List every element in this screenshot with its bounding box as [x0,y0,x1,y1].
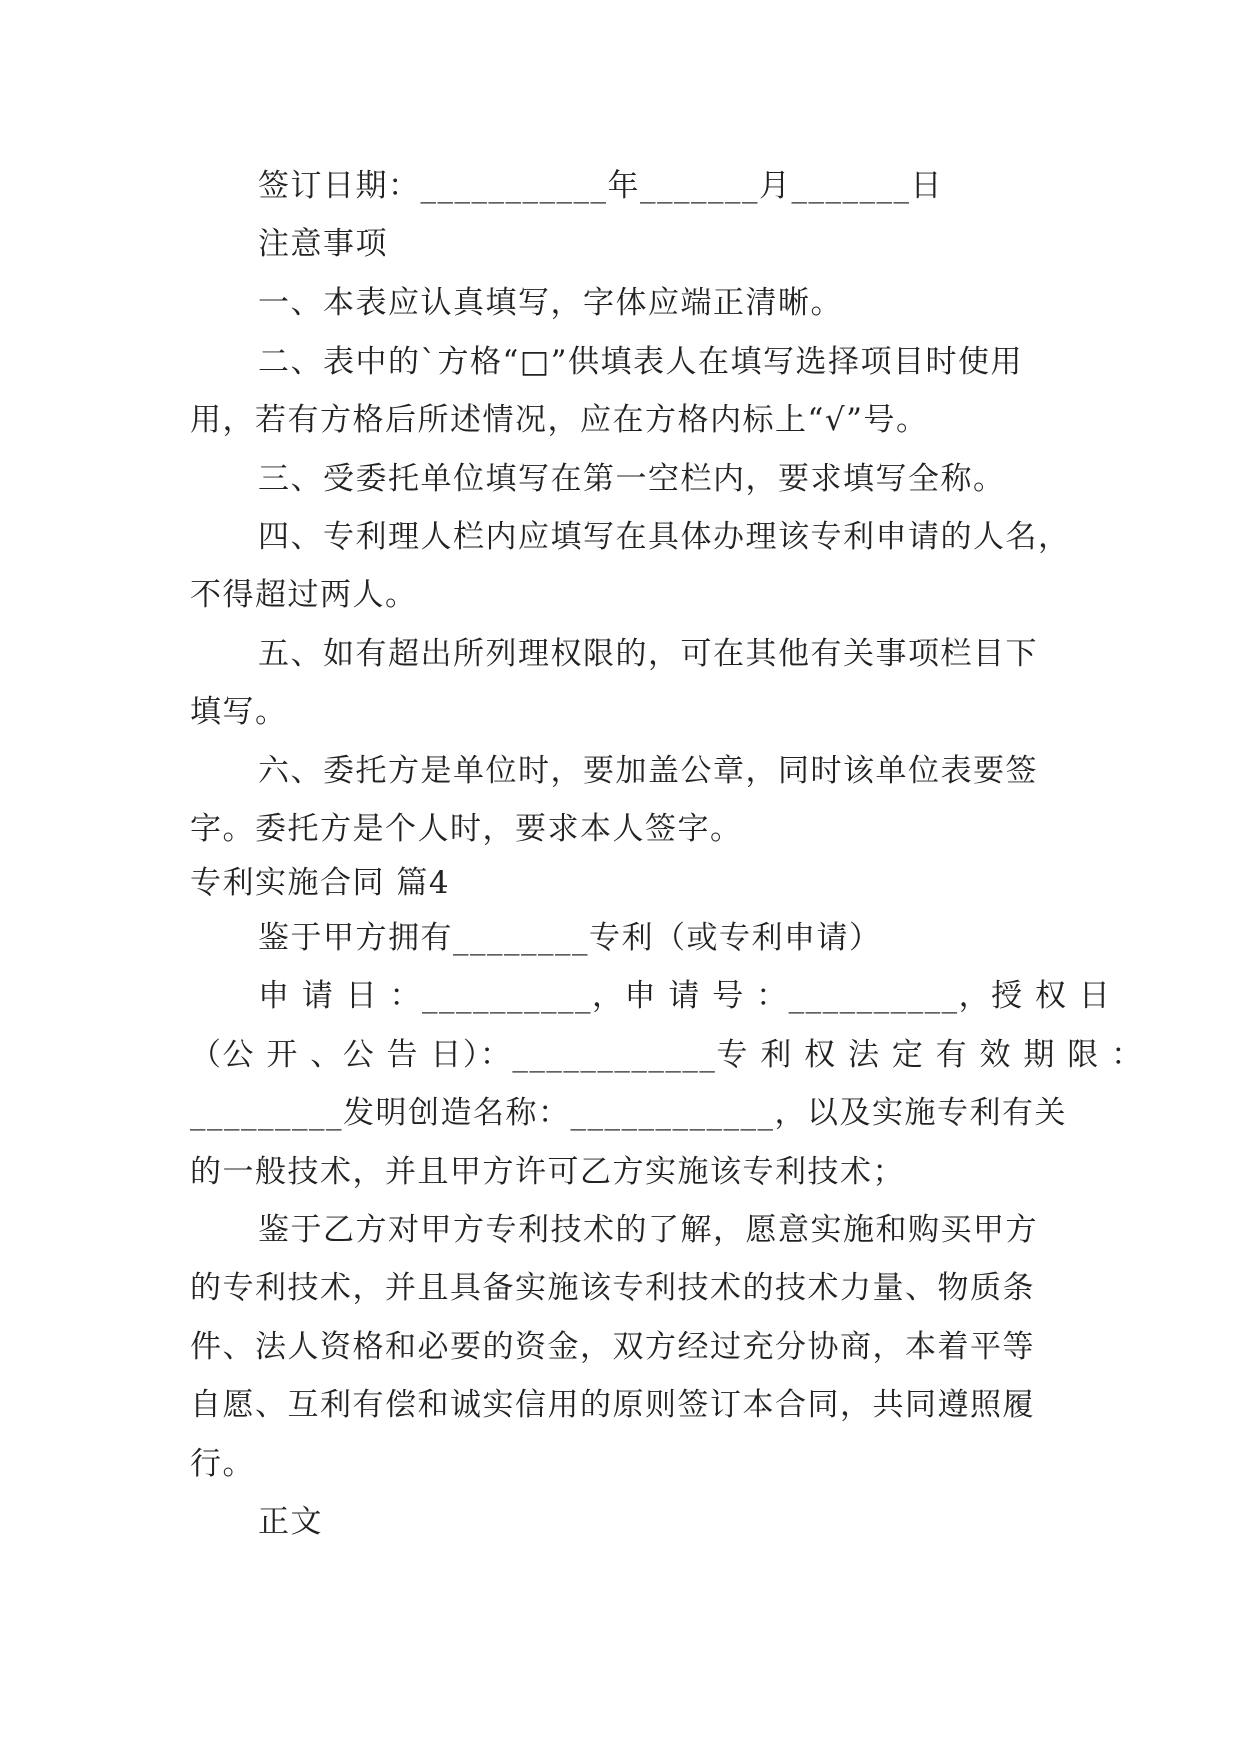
whereas-1-line-1: 鉴于甲方拥有________专利（或专利申请） [258,920,882,956]
whereas-1-line-4: _________发明创造名称：____________，以及实施专利有关 [190,1095,1067,1131]
note-item-5-line-2: 填写。 [190,694,288,730]
note-item-4-line-1: 四、专利理人栏内应填写在具体办理该专利申请的人名， [258,519,1071,555]
note-item-4-line-2: 不得超过两人。 [190,577,418,613]
note-item-2-line-1: 二、表中的`方格“□”供填表人在填写选择项目时使用 [258,344,1023,380]
whereas-2-line-5: 行。 [190,1446,255,1482]
body-heading: 正文 [258,1504,323,1540]
whereas-1-line-2: 申 请 日 ：__________，申 请 号 ：__________，授 权 日 [258,978,1112,1014]
notes-heading: 注意事项 [258,226,388,262]
note-item-5-line-1: 五、如有超出所列理权限的，可在其他有关事项栏目下 [258,636,1038,672]
note-item-6-line-2: 字。委托方是个人时，要求本人签字。 [190,811,743,847]
signing-date-line: 签订日期：___________年_______月_______日 [258,168,943,204]
whereas-2-line-4: 自愿、互利有偿和诚实信用的原则签订本合同，共同遵照履 [190,1387,1035,1423]
whereas-2-line-3: 件、法人资格和必要的资金，双方经过充分协商，本着平等 [190,1329,1035,1365]
note-item-1: 一、本表应认真填写，字体应端正清晰。 [258,285,843,321]
whereas-2-line-2: 的专利技术，并且具备实施该专利技术的技术力量、物质条 [190,1270,1035,1306]
section-title: 专利实施合同 篇4 [190,865,451,901]
note-item-6-line-1: 六、委托方是单位时，要加盖公章，同时该单位表要签 [258,753,1038,789]
whereas-1-line-5: 的一般技术，并且甲方许可乙方实施该专利技术； [190,1154,905,1190]
whereas-1-line-3: （公 开 、公 告 日）：____________专 利 权 法 定 有 效 期 限 ： [190,1037,1144,1073]
note-item-2-line-2: 用，若有方格后所述情况，应在方格内标上“√”号。 [190,402,929,438]
note-item-3: 三、受委托单位填写在第一空栏内，要求填写全称。 [258,461,1006,497]
whereas-2-line-1: 鉴于乙方对甲方专利技术的了解，愿意实施和购买甲方 [258,1212,1038,1248]
